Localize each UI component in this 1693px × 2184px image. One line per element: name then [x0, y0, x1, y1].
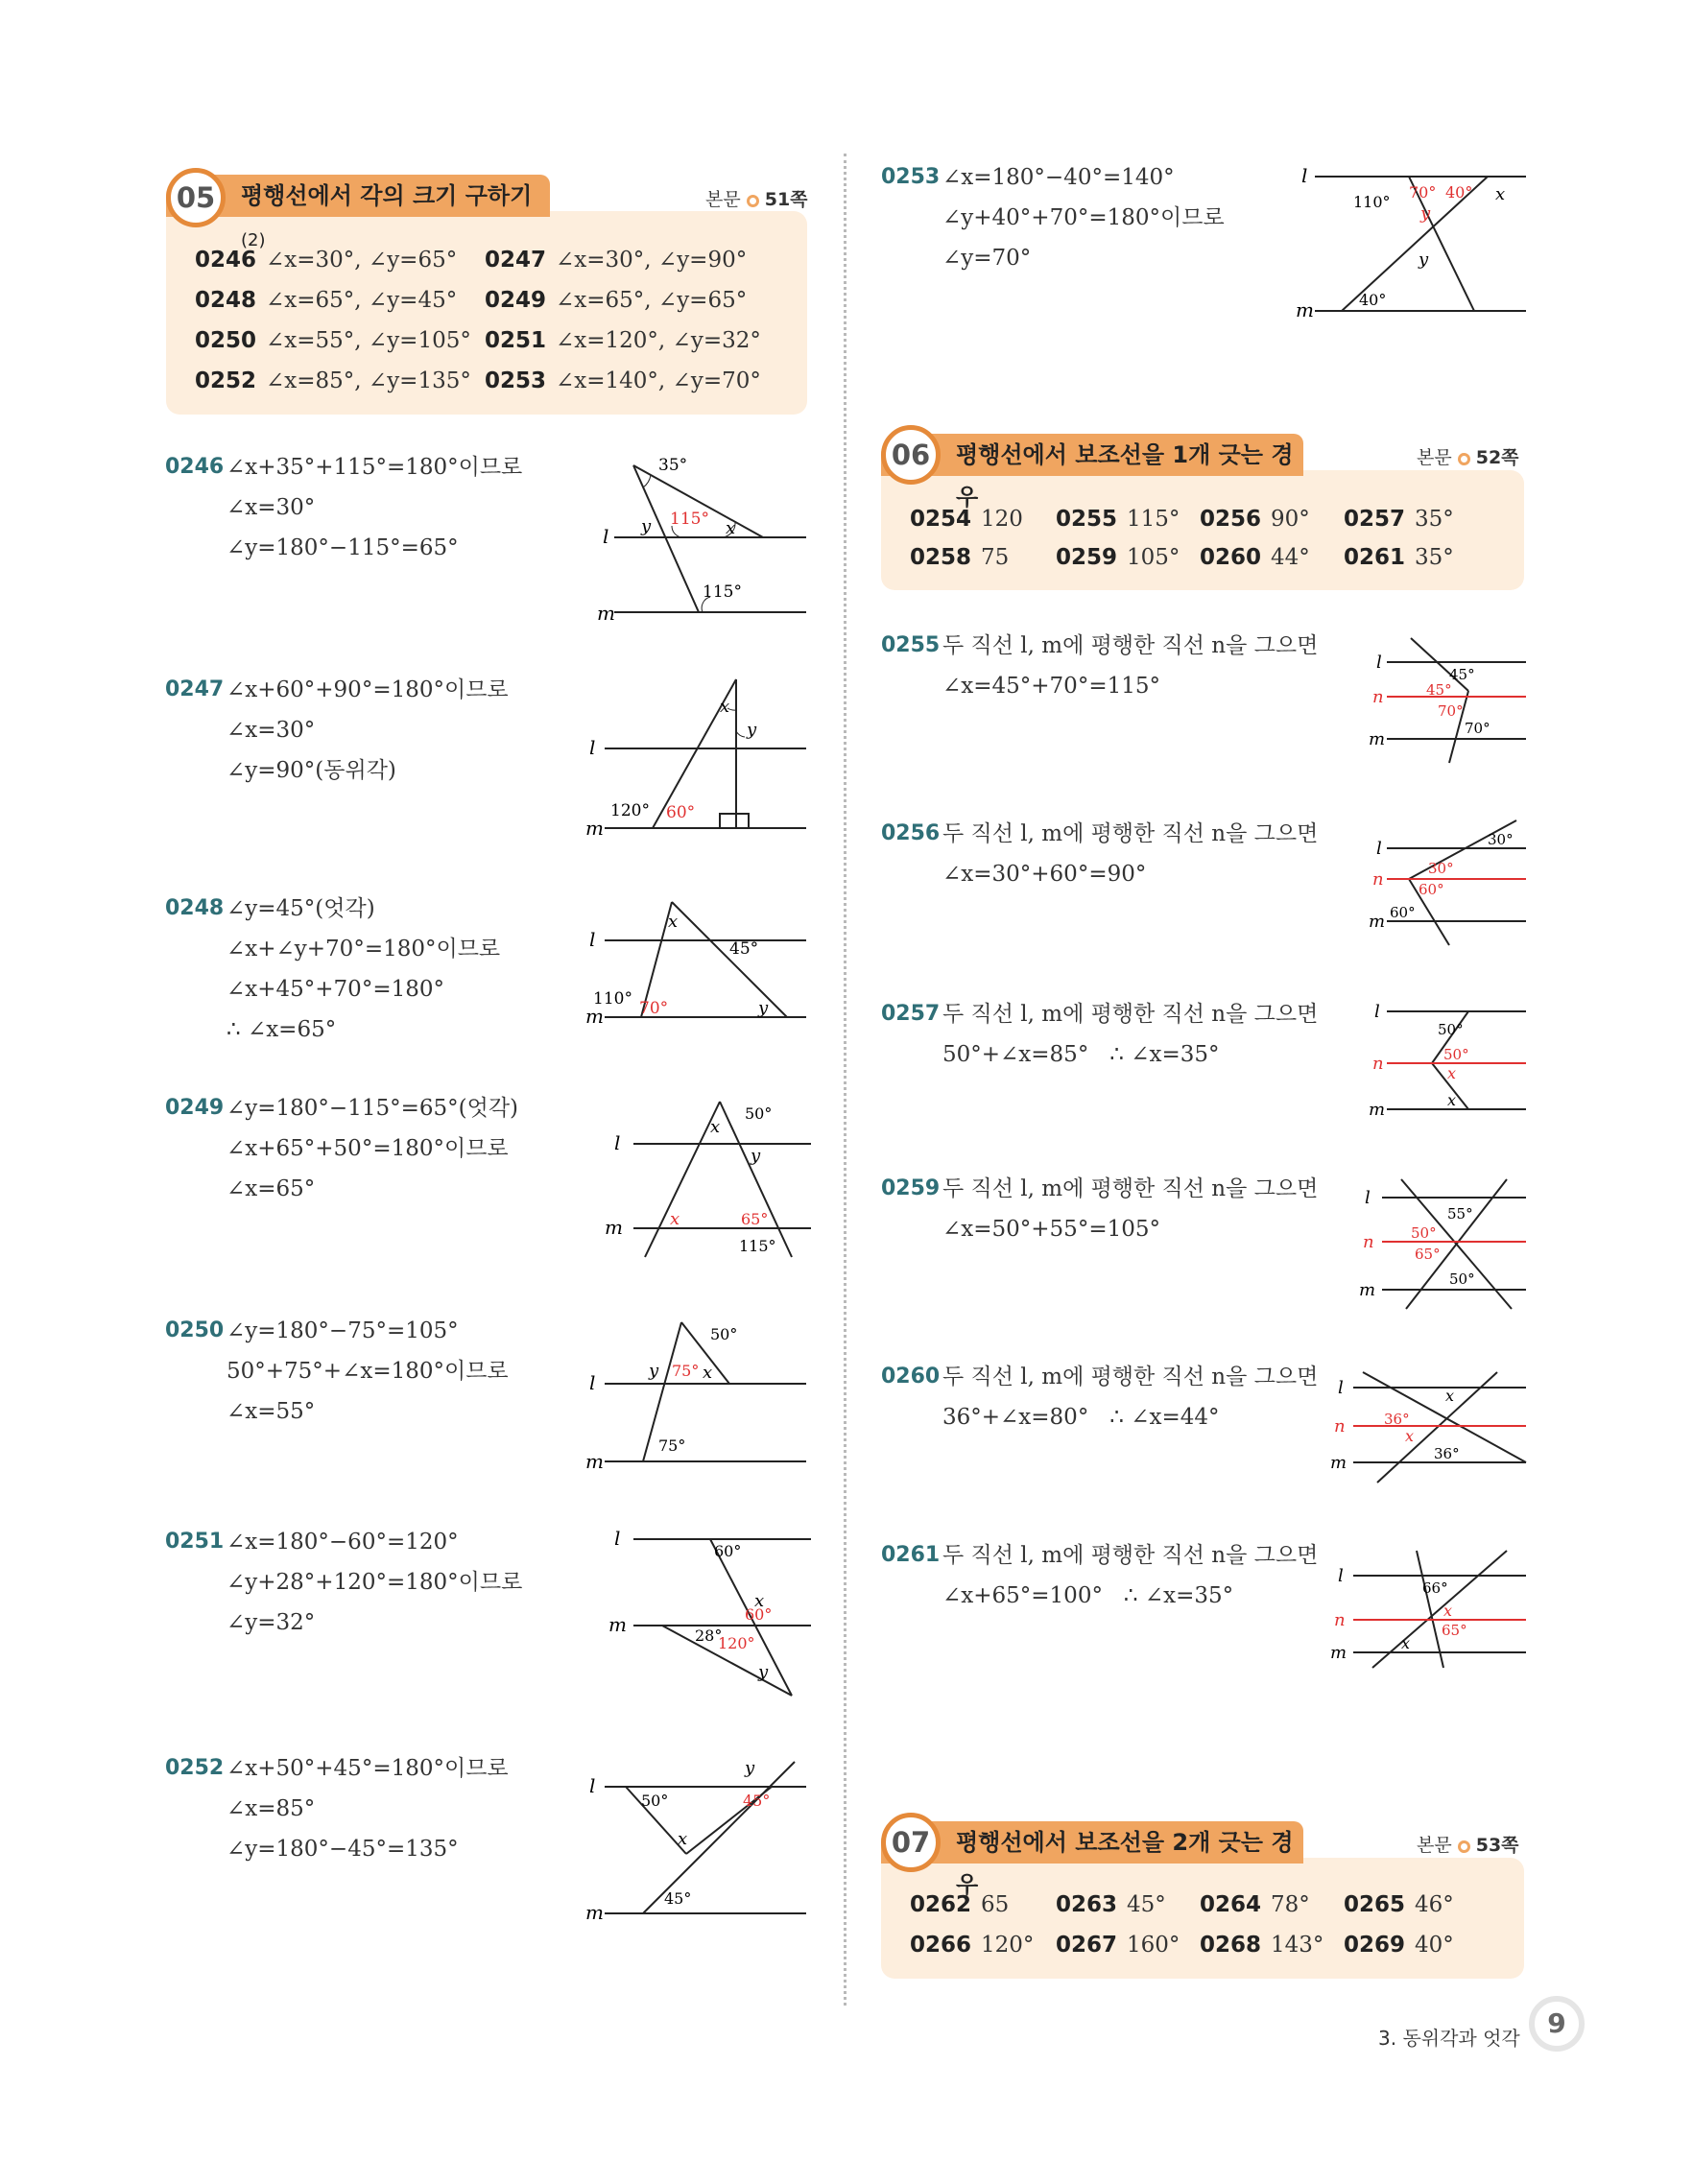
angle-label: 30° [1488, 831, 1514, 848]
label-n: n [1372, 869, 1384, 890]
label-m: m [605, 1216, 623, 1239]
angle-label: 45° [729, 939, 759, 959]
section-05-number: 05 [166, 168, 226, 227]
angle-label: 36° [1434, 1445, 1460, 1462]
angle-y: y [1420, 203, 1431, 224]
angle-label: 50° [1411, 1224, 1437, 1242]
figure-0252 [585, 1754, 816, 1922]
label-m: m [585, 1450, 604, 1473]
angle-label: 28° [695, 1626, 723, 1645]
angle-label: 50° [710, 1325, 738, 1343]
angle-label: 115° [739, 1237, 776, 1255]
angle-label: 50° [1449, 1270, 1475, 1288]
figure-0255 [1363, 633, 1531, 768]
angle-label: 115° [703, 582, 742, 602]
angle-y: y [751, 1146, 761, 1166]
section-06-title: 평행선에서 보조선을 1개 긋는 경우 [956, 441, 1294, 510]
section-06-number: 06 [881, 425, 941, 485]
angle-y: y [641, 516, 652, 536]
angle-x: x [710, 1117, 721, 1137]
figure-0257 [1363, 994, 1531, 1119]
figure-0249 [605, 1094, 816, 1262]
angle-y: y [758, 1662, 769, 1682]
problem-0251: 0251 ∠x=180°−60°=120° ∠y+28°+120°=180°이므로 ∠y=32° [165, 1530, 523, 1635]
angle-y: y [745, 1758, 755, 1778]
figure-0261 [1324, 1547, 1531, 1672]
angle-label: 60° [1390, 904, 1416, 921]
angle-label: 65° [1415, 1246, 1441, 1263]
angle-label: 36° [1384, 1411, 1410, 1428]
angle-label: 45° [743, 1792, 771, 1810]
angle-label: 45° [1449, 666, 1475, 683]
angle-label: 35° [658, 456, 688, 475]
problem-0256: 0256 두 직선 l, m에 평행한 직선 n을 그으면 ∠x=30°+60°=90° [881, 821, 1319, 887]
arrow-circle-icon [1458, 1840, 1470, 1853]
label-l: l [1338, 1566, 1344, 1586]
label-n: n [1334, 1416, 1346, 1436]
problem-0248: 0248 ∠y=45°(엇각) ∠x+∠y+70°=180°이므로 ∠x+45°+70°=180° ∴ ∠x=65° [165, 896, 501, 1042]
figure-0247 [585, 672, 816, 840]
section-05-ref: 본문 51쪽 [705, 189, 808, 210]
label-m: m [1369, 1100, 1386, 1120]
label-l: l [603, 525, 609, 548]
label-l: l [589, 1774, 596, 1797]
angle-x: x [754, 1591, 765, 1611]
angle-x: x [678, 1829, 688, 1849]
label-m: m [597, 602, 615, 625]
angle-x: x [1443, 1602, 1453, 1620]
label-l: l [1374, 1002, 1380, 1022]
label-m: m [1330, 1643, 1347, 1663]
label-l: l [589, 928, 596, 951]
label-m: m [585, 1901, 604, 1924]
angle-label: 60° [666, 803, 696, 822]
label-m: m [585, 817, 604, 840]
problem-0246: 0246 ∠x+35°+115°=180°이므로 ∠x=30° ∠y=180°−115°=65° [165, 455, 523, 560]
angle-label: 45° [664, 1889, 692, 1908]
figure-0259 [1353, 1175, 1531, 1314]
section-05-title-suffix: (2) [241, 230, 266, 250]
section-07-title: 평행선에서 보조선을 2개 긋는 경우 [956, 1829, 1294, 1898]
problem-0253: 0253 ∠x=180°−40°=140° ∠y+40°+70°=180°이므로 ∠y=70° [881, 165, 1225, 271]
section-07-number: 07 [881, 1813, 941, 1872]
angle-label: 75° [658, 1436, 686, 1455]
angle-label: 40° [1445, 183, 1473, 202]
figure-0260 [1324, 1363, 1531, 1487]
angle-label: 65° [1442, 1622, 1467, 1639]
arrow-circle-icon [1458, 453, 1470, 465]
label-m: m [1369, 729, 1386, 749]
figure-0250 [585, 1315, 816, 1473]
angle-label: 70° [1409, 183, 1437, 202]
problem-0257: 0257 두 직선 l, m에 평행한 직선 n을 그으면 50°+∠x=85° ∴ ∠x=35° [881, 1002, 1319, 1067]
angle-x: x [670, 1209, 680, 1229]
page-number: 9 [1529, 1996, 1585, 2052]
angle-x: x [1447, 1064, 1457, 1082]
problem-0260: 0260 두 직선 l, m에 평행한 직선 n을 그으면 36°+∠x=80° ∴ ∠x=44° [881, 1365, 1319, 1430]
angle-label: 50° [745, 1104, 773, 1123]
angle-label: 110° [593, 989, 632, 1009]
label-l: l [1301, 164, 1308, 187]
figure-0246 [595, 451, 816, 625]
section-06-title-tab [881, 434, 1303, 510]
figure-0256 [1363, 816, 1531, 950]
angle-label: 40° [1359, 291, 1387, 309]
angle-x: x [1495, 184, 1506, 204]
label-l: l [614, 1527, 621, 1550]
angle-y: y [758, 998, 769, 1018]
angle-label: 45° [1426, 681, 1452, 699]
angle-x: x [1445, 1387, 1455, 1405]
angle-label: 75° [672, 1362, 700, 1380]
angle-label: 66° [1422, 1579, 1448, 1597]
angle-label: 70° [1465, 720, 1490, 737]
angle-label: 60° [714, 1542, 742, 1560]
angle-label: 115° [670, 510, 709, 529]
label-l: l [1338, 1378, 1344, 1398]
problem-0259: 0259 두 직선 l, m에 평행한 직선 n을 그으면 ∠x=50°+55°=105° [881, 1176, 1319, 1242]
label-l: l [589, 1371, 596, 1394]
problem-0255: 0255 두 직선 l, m에 평행한 직선 n을 그으면 ∠x=45°+70°=115° [881, 633, 1319, 699]
angle-label: 65° [741, 1210, 769, 1228]
label-m: m [1330, 1453, 1347, 1473]
angle-label: 70° [639, 999, 669, 1018]
label-m: m [1296, 298, 1314, 321]
angle-label: 120° [718, 1634, 755, 1652]
problem-0249: 0249 ∠y=180°−115°=65°(엇각) ∠x+65°+50°=180°이므로 ∠x=65° [165, 1096, 519, 1201]
angle-label: 60° [745, 1605, 773, 1624]
label-l: l [1376, 839, 1382, 859]
figure-0253 [1296, 161, 1536, 324]
label-n: n [1372, 687, 1384, 707]
angle-label: 30° [1428, 860, 1454, 877]
label-l: l [1365, 1188, 1371, 1208]
angle-x: x [1447, 1091, 1457, 1109]
angle-label: 50° [641, 1792, 669, 1810]
label-n: n [1363, 1232, 1374, 1252]
angle-x: x [720, 697, 730, 717]
angle-x: x [703, 1363, 713, 1383]
angle-x: x [1401, 1634, 1411, 1652]
angle-y: y [1419, 249, 1429, 270]
angle-label: 110° [1353, 193, 1391, 211]
label-n: n [1372, 1054, 1384, 1074]
angle-label: 60° [1419, 881, 1444, 898]
label-l: l [589, 736, 596, 759]
label-m: m [585, 1005, 604, 1028]
section-07-title-tab [881, 1821, 1303, 1898]
label-l: l [614, 1131, 621, 1154]
section-05-title: 평행선에서 각의 크기 구하기 [241, 182, 533, 209]
angle-y: y [747, 720, 757, 740]
chapter-title: 3. 동위각과 엇각 [1378, 2027, 1520, 2050]
problem-0247: 0247 ∠x+60°+90°=180°이므로 ∠x=30° ∠y=90°(동위각) [165, 677, 509, 783]
column-divider [844, 154, 846, 2006]
label-m: m [608, 1613, 627, 1636]
problem-0252: 0252 ∠x+50°+45°=180°이므로 ∠x=85° ∠y=180°−45°=135° [165, 1756, 509, 1862]
angle-x: x [668, 912, 679, 932]
angle-x: x [726, 518, 736, 538]
angle-label: 50° [1443, 1046, 1469, 1063]
angle-label: 70° [1438, 702, 1464, 720]
angle-label: 120° [610, 801, 650, 820]
section-07-ref: 본문 53쪽 [1417, 1835, 1519, 1856]
problem-0261: 0261 두 직선 l, m에 평행한 직선 n을 그으면 ∠x+65°=100° ∴ ∠x=35° [881, 1543, 1319, 1608]
angle-x: x [1405, 1427, 1415, 1445]
angle-y: y [649, 1361, 659, 1381]
section-06-ref: 본문 52쪽 [1417, 447, 1519, 468]
label-l: l [1376, 653, 1382, 673]
figure-0248 [585, 892, 816, 1027]
angle-label: 50° [1438, 1021, 1464, 1038]
label-m: m [1359, 1280, 1376, 1300]
label-n: n [1334, 1610, 1346, 1630]
label-m: m [1369, 912, 1386, 932]
problem-0250: 0250 ∠y=180°−75°=105° 50°+75°+∠x=180°이므로 ∠x=55° [165, 1318, 509, 1424]
figure-0251 [605, 1528, 816, 1700]
angle-label: 55° [1447, 1205, 1473, 1223]
arrow-circle-icon [747, 195, 759, 207]
